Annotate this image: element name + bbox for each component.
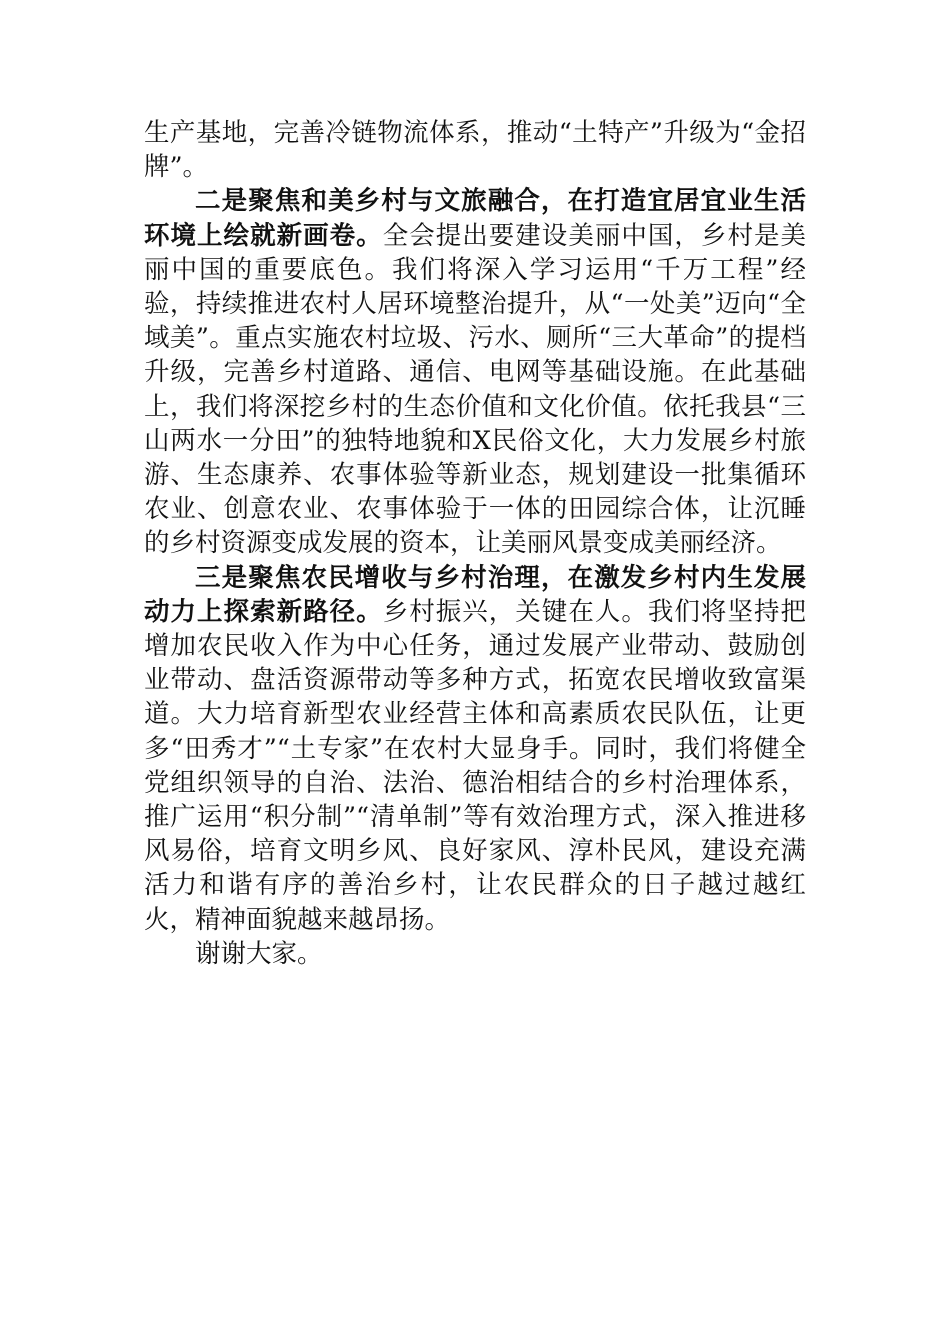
- paragraph-text: 乡村振兴，关键在人。我们将坚持把增加农民收入作为中心任务，通过发展产业带动、鼓励创业带动、盘活资源带动等多种方式，拓宽农民增收致富渠道。大力培育新型农业经营主体和高素质农民队伍，让更多“田秀才”“土专家”在农村大显身手。同时，我们将健全党组织领导的自治、法治、德治相结合的乡村治理体系，推广运用“积分制”“清单制”等有效治理方式，深入推进移风易俗，培育文明乡风、良好家风、淳朴民风，建设充满活力和谐有序的善治乡村，让农民群众的日子越过越红火，精神面貌越来越昂扬。: [144, 596, 806, 935]
- paragraph-text: 生产基地，完善冷链物流体系，推动“土特产”升级为“金招牌”。: [144, 118, 806, 183]
- paragraph-lead-heading: 二是聚焦和美乡村与文旅融合，在打造宜居宜业生活环境上绘就新画卷。: [144, 186, 806, 251]
- paragraph-lead-heading: 三是聚焦农民增收与乡村治理，在激发乡村内生发展动力上探索新路径。: [144, 562, 806, 627]
- document-body: [144, 116, 806, 971]
- closing-thanks: [144, 937, 806, 971]
- paragraph-continuation: [144, 116, 806, 184]
- paragraph-text: 谢谢大家。: [195, 938, 323, 969]
- paragraph-point-two: [144, 184, 806, 560]
- paragraph-text: 全会提出要建设美丽中国，乡村是美丽中国的重要底色。我们将深入学习运用“千万工程”经验，持续推进农村人居环境整治提升，从“一处美”迈向“全域美”。重点实施农村垃圾、污水、厕所“三大革命”的提档升级，完善乡村道路、通信、电网等基础设施。在此基础上，我们将深挖乡村的生态价值和文化价值。依托我县“三山两水一分田”的独特地貌和X民俗文化，大力发展乡村旅游、生态康养、农事体验等新业态，规划建设一批集循环农业、创意农业、农事体验于一体的田园综合体，让沉睡的乡村资源变成发展的资本，让美丽风景变成美丽经济。: [144, 220, 806, 559]
- paragraph-point-three: [144, 561, 806, 937]
